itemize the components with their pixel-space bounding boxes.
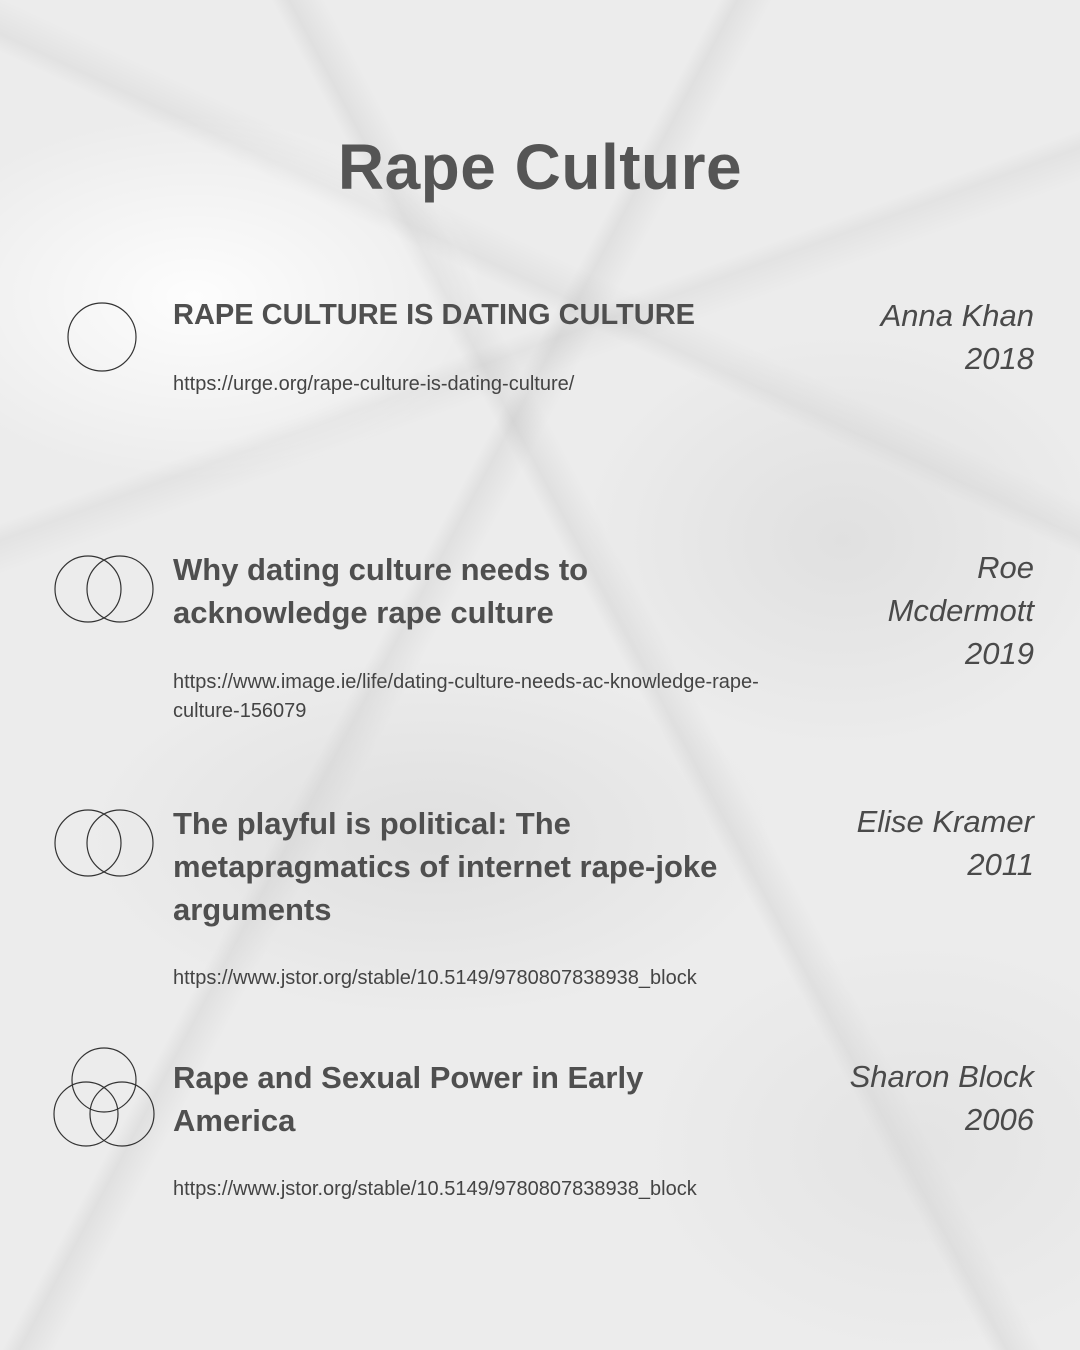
- entry-author: Roe Mcdermott: [887, 550, 1034, 628]
- one-circle-icon: [52, 287, 156, 391]
- entry-meta: [834, 546, 1034, 675]
- entry-meta: [794, 294, 1034, 380]
- entry-year: 2019: [965, 636, 1034, 671]
- entry-title: Rape and Sexual Power in Early America: [173, 1060, 644, 1138]
- three-circles-icon: [52, 1046, 156, 1150]
- entry-url[interactable]: https://www.jstor.org/stable/10.5149/9780807838938_block: [173, 967, 697, 989]
- two-circles-icon: [52, 537, 156, 641]
- entry-meta: [794, 800, 1034, 886]
- entry-year: 2011: [967, 847, 1034, 882]
- two-circles-icon: [52, 791, 156, 895]
- entry-title: The playful is political: The metapragmatics of internet rape-joke arguments: [173, 806, 718, 927]
- entry-year: 2018: [965, 341, 1034, 376]
- entry-meta: [794, 1055, 1034, 1141]
- entry-url[interactable]: https://www.image.ie/life/dating-culture-needs-ac-knowledge-rape-culture-156079: [173, 671, 759, 722]
- entry-author: Sharon Block: [849, 1059, 1034, 1094]
- entry-url[interactable]: https://www.jstor.org/stable/10.5149/9780807838938_block: [173, 1178, 697, 1200]
- entry-author: Elise Kramer: [856, 804, 1034, 839]
- entry-title: Why dating culture needs to acknowledge rape culture: [173, 552, 589, 630]
- entry-url[interactable]: https://urge.org/rape-culture-is-dating-culture/: [173, 373, 575, 395]
- entry-author: Anna Khan: [880, 298, 1034, 333]
- page-title: Rape Culture: [337, 131, 743, 203]
- entry-title: RAPE CULTURE IS DATING CULTURE: [173, 299, 695, 331]
- entry-year: 2006: [965, 1102, 1034, 1137]
